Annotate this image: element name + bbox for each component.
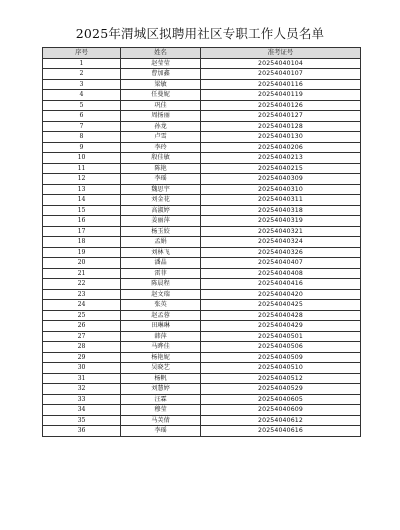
cell-seq: 20 <box>43 258 121 269</box>
table-row <box>43 132 361 143</box>
cell-name: 高淑婷 <box>121 205 201 216</box>
cell-name: 周扬丽 <box>121 111 201 122</box>
cell-exam-id: 20254040324 <box>201 237 361 248</box>
cell-name: 卢雪 <box>121 132 201 143</box>
cell-exam-id: 20254040309 <box>201 174 361 185</box>
table-row <box>43 195 361 206</box>
cell-exam-id: 20254040605 <box>201 394 361 405</box>
cell-name: 姜丽萍 <box>121 216 201 227</box>
cell-seq: 18 <box>43 237 121 248</box>
cell-seq: 21 <box>43 268 121 279</box>
cell-seq: 13 <box>43 184 121 195</box>
table-row <box>43 184 361 195</box>
cell-seq: 6 <box>43 111 121 122</box>
cell-seq: 32 <box>43 384 121 395</box>
cell-seq: 15 <box>43 205 121 216</box>
cell-seq: 33 <box>43 394 121 405</box>
cell-seq: 19 <box>43 247 121 258</box>
cell-seq: 30 <box>43 363 121 374</box>
cell-exam-id: 20254040509 <box>201 352 361 363</box>
cell-exam-id: 20254040311 <box>201 195 361 206</box>
table-row <box>43 153 361 164</box>
cell-name: 梁敏 <box>121 79 201 90</box>
table-row <box>43 394 361 405</box>
cell-seq: 12 <box>43 174 121 185</box>
cell-name: 巩佳 <box>121 100 201 111</box>
cell-name: 任曼妮 <box>121 90 201 101</box>
cell-exam-id: 20254040321 <box>201 226 361 237</box>
cell-name: 赵莹莹 <box>121 58 201 69</box>
table-row <box>43 426 361 437</box>
cell-seq: 24 <box>43 300 121 311</box>
cell-exam-id: 20254040429 <box>201 321 361 332</box>
cell-exam-id: 20254040119 <box>201 90 361 101</box>
cell-seq: 3 <box>43 79 121 90</box>
cell-exam-id: 20254040416 <box>201 279 361 290</box>
cell-name: 李玲 <box>121 142 201 153</box>
cell-seq: 31 <box>43 373 121 384</box>
cell-seq: 36 <box>43 426 121 437</box>
cell-exam-id: 20254040318 <box>201 205 361 216</box>
cell-name: 李瑶 <box>121 426 201 437</box>
cell-name: 孟娟 <box>121 237 201 248</box>
cell-exam-id: 20254040319 <box>201 216 361 227</box>
cell-exam-id: 20254040609 <box>201 405 361 416</box>
cell-name: 曹加鑫 <box>121 69 201 80</box>
cell-exam-id: 20254040408 <box>201 268 361 279</box>
cell-exam-id: 20254040506 <box>201 342 361 353</box>
cell-seq: 26 <box>43 321 121 332</box>
cell-name: 刘慧婷 <box>121 384 201 395</box>
cell-name: 张英 <box>121 300 201 311</box>
cell-seq: 22 <box>43 279 121 290</box>
cell-name: 杨帆 <box>121 373 201 384</box>
table-row <box>43 247 361 258</box>
cell-name: 赵孟蓉 <box>121 310 201 321</box>
cell-name: 刘金花 <box>121 195 201 206</box>
cell-name: 韩萍 <box>121 331 201 342</box>
cell-name: 马芙倩 <box>121 415 201 426</box>
cell-name: 田琳琳 <box>121 321 201 332</box>
cell-name: 杨艳妮 <box>121 352 201 363</box>
table-row <box>43 226 361 237</box>
cell-seq: 8 <box>43 132 121 143</box>
cell-seq: 5 <box>43 100 121 111</box>
cell-seq: 23 <box>43 289 121 300</box>
header-row <box>43 48 361 59</box>
cell-seq: 34 <box>43 405 121 416</box>
cell-exam-id: 20254040116 <box>201 79 361 90</box>
cell-exam-id: 20254040420 <box>201 289 361 300</box>
table-row <box>43 384 361 395</box>
cell-seq: 28 <box>43 342 121 353</box>
table-row <box>43 58 361 69</box>
table-row <box>43 415 361 426</box>
cell-exam-id: 20254040326 <box>201 247 361 258</box>
cell-seq: 25 <box>43 310 121 321</box>
cell-name: 陈晨程 <box>121 279 201 290</box>
table-row <box>43 405 361 416</box>
cell-exam-id: 20254040428 <box>201 310 361 321</box>
cell-exam-id: 20254040425 <box>201 300 361 311</box>
cell-seq: 27 <box>43 331 121 342</box>
cell-seq: 7 <box>43 121 121 132</box>
table-row <box>43 373 361 384</box>
header-name: 姓名 <box>121 48 201 59</box>
table-header <box>43 48 361 59</box>
cell-exam-id: 20254040501 <box>201 331 361 342</box>
cell-seq: 16 <box>43 216 121 227</box>
table-row <box>43 352 361 363</box>
cell-exam-id: 20254040107 <box>201 69 361 80</box>
cell-exam-id: 20254040616 <box>201 426 361 437</box>
cell-seq: 17 <box>43 226 121 237</box>
roster-table <box>42 47 361 437</box>
cell-seq: 2 <box>43 69 121 80</box>
table-body <box>43 58 361 436</box>
cell-name: 陈艳 <box>121 163 201 174</box>
table-row <box>43 289 361 300</box>
cell-seq: 10 <box>43 153 121 164</box>
cell-seq: 11 <box>43 163 121 174</box>
cell-seq: 14 <box>43 195 121 206</box>
cell-exam-id: 20254040130 <box>201 132 361 143</box>
table-row <box>43 279 361 290</box>
cell-name: 魏思宇 <box>121 184 201 195</box>
table-row <box>43 69 361 80</box>
table-row <box>43 121 361 132</box>
cell-exam-id: 20254040407 <box>201 258 361 269</box>
table-row <box>43 163 361 174</box>
table-row <box>43 142 361 153</box>
table-row <box>43 258 361 269</box>
cell-name: 杨玉姣 <box>121 226 201 237</box>
cell-name: 李瑶 <box>121 174 201 185</box>
table-row <box>43 205 361 216</box>
cell-exam-id: 20254040213 <box>201 153 361 164</box>
table-row <box>43 237 361 248</box>
table-row <box>43 331 361 342</box>
cell-name: 刘林飞 <box>121 247 201 258</box>
cell-exam-id: 20254040510 <box>201 363 361 374</box>
cell-exam-id: 20254040512 <box>201 373 361 384</box>
table-row <box>43 174 361 185</box>
header-exam-id: 准考证号 <box>201 48 361 59</box>
cell-name: 穆莹 <box>121 405 201 416</box>
table-row <box>43 342 361 353</box>
cell-name: 汪霖 <box>121 394 201 405</box>
cell-name: 孙龙 <box>121 121 201 132</box>
cell-name: 马晔佳 <box>121 342 201 353</box>
cell-seq: 1 <box>43 58 121 69</box>
table-row <box>43 300 361 311</box>
cell-name: 雷菲 <box>121 268 201 279</box>
cell-seq: 9 <box>43 142 121 153</box>
cell-exam-id: 20254040215 <box>201 163 361 174</box>
cell-exam-id: 20254040128 <box>201 121 361 132</box>
cell-name: 吴晓艺 <box>121 363 201 374</box>
cell-exam-id: 20254040310 <box>201 184 361 195</box>
cell-exam-id: 20254040612 <box>201 415 361 426</box>
cell-exam-id: 20254040104 <box>201 58 361 69</box>
table-row <box>43 268 361 279</box>
table-row <box>43 90 361 101</box>
table-row <box>43 79 361 90</box>
cell-name: 殷佳敏 <box>121 153 201 164</box>
cell-exam-id: 20254040206 <box>201 142 361 153</box>
header-seq: 序号 <box>43 48 121 59</box>
table-row <box>43 100 361 111</box>
table-row <box>43 363 361 374</box>
cell-exam-id: 20254040127 <box>201 111 361 122</box>
cell-seq: 35 <box>43 415 121 426</box>
cell-name: 潘晶 <box>121 258 201 269</box>
table-row <box>43 310 361 321</box>
cell-seq: 4 <box>43 90 121 101</box>
cell-seq: 29 <box>43 352 121 363</box>
cell-exam-id: 20254040126 <box>201 100 361 111</box>
table-row <box>43 216 361 227</box>
table-row <box>43 321 361 332</box>
cell-name: 赵文瑞 <box>121 289 201 300</box>
cell-exam-id: 20254040529 <box>201 384 361 395</box>
document-title: 2025年渭城区拟聘用社区专职工作人员名单 <box>75 26 325 41</box>
table-row <box>43 111 361 122</box>
